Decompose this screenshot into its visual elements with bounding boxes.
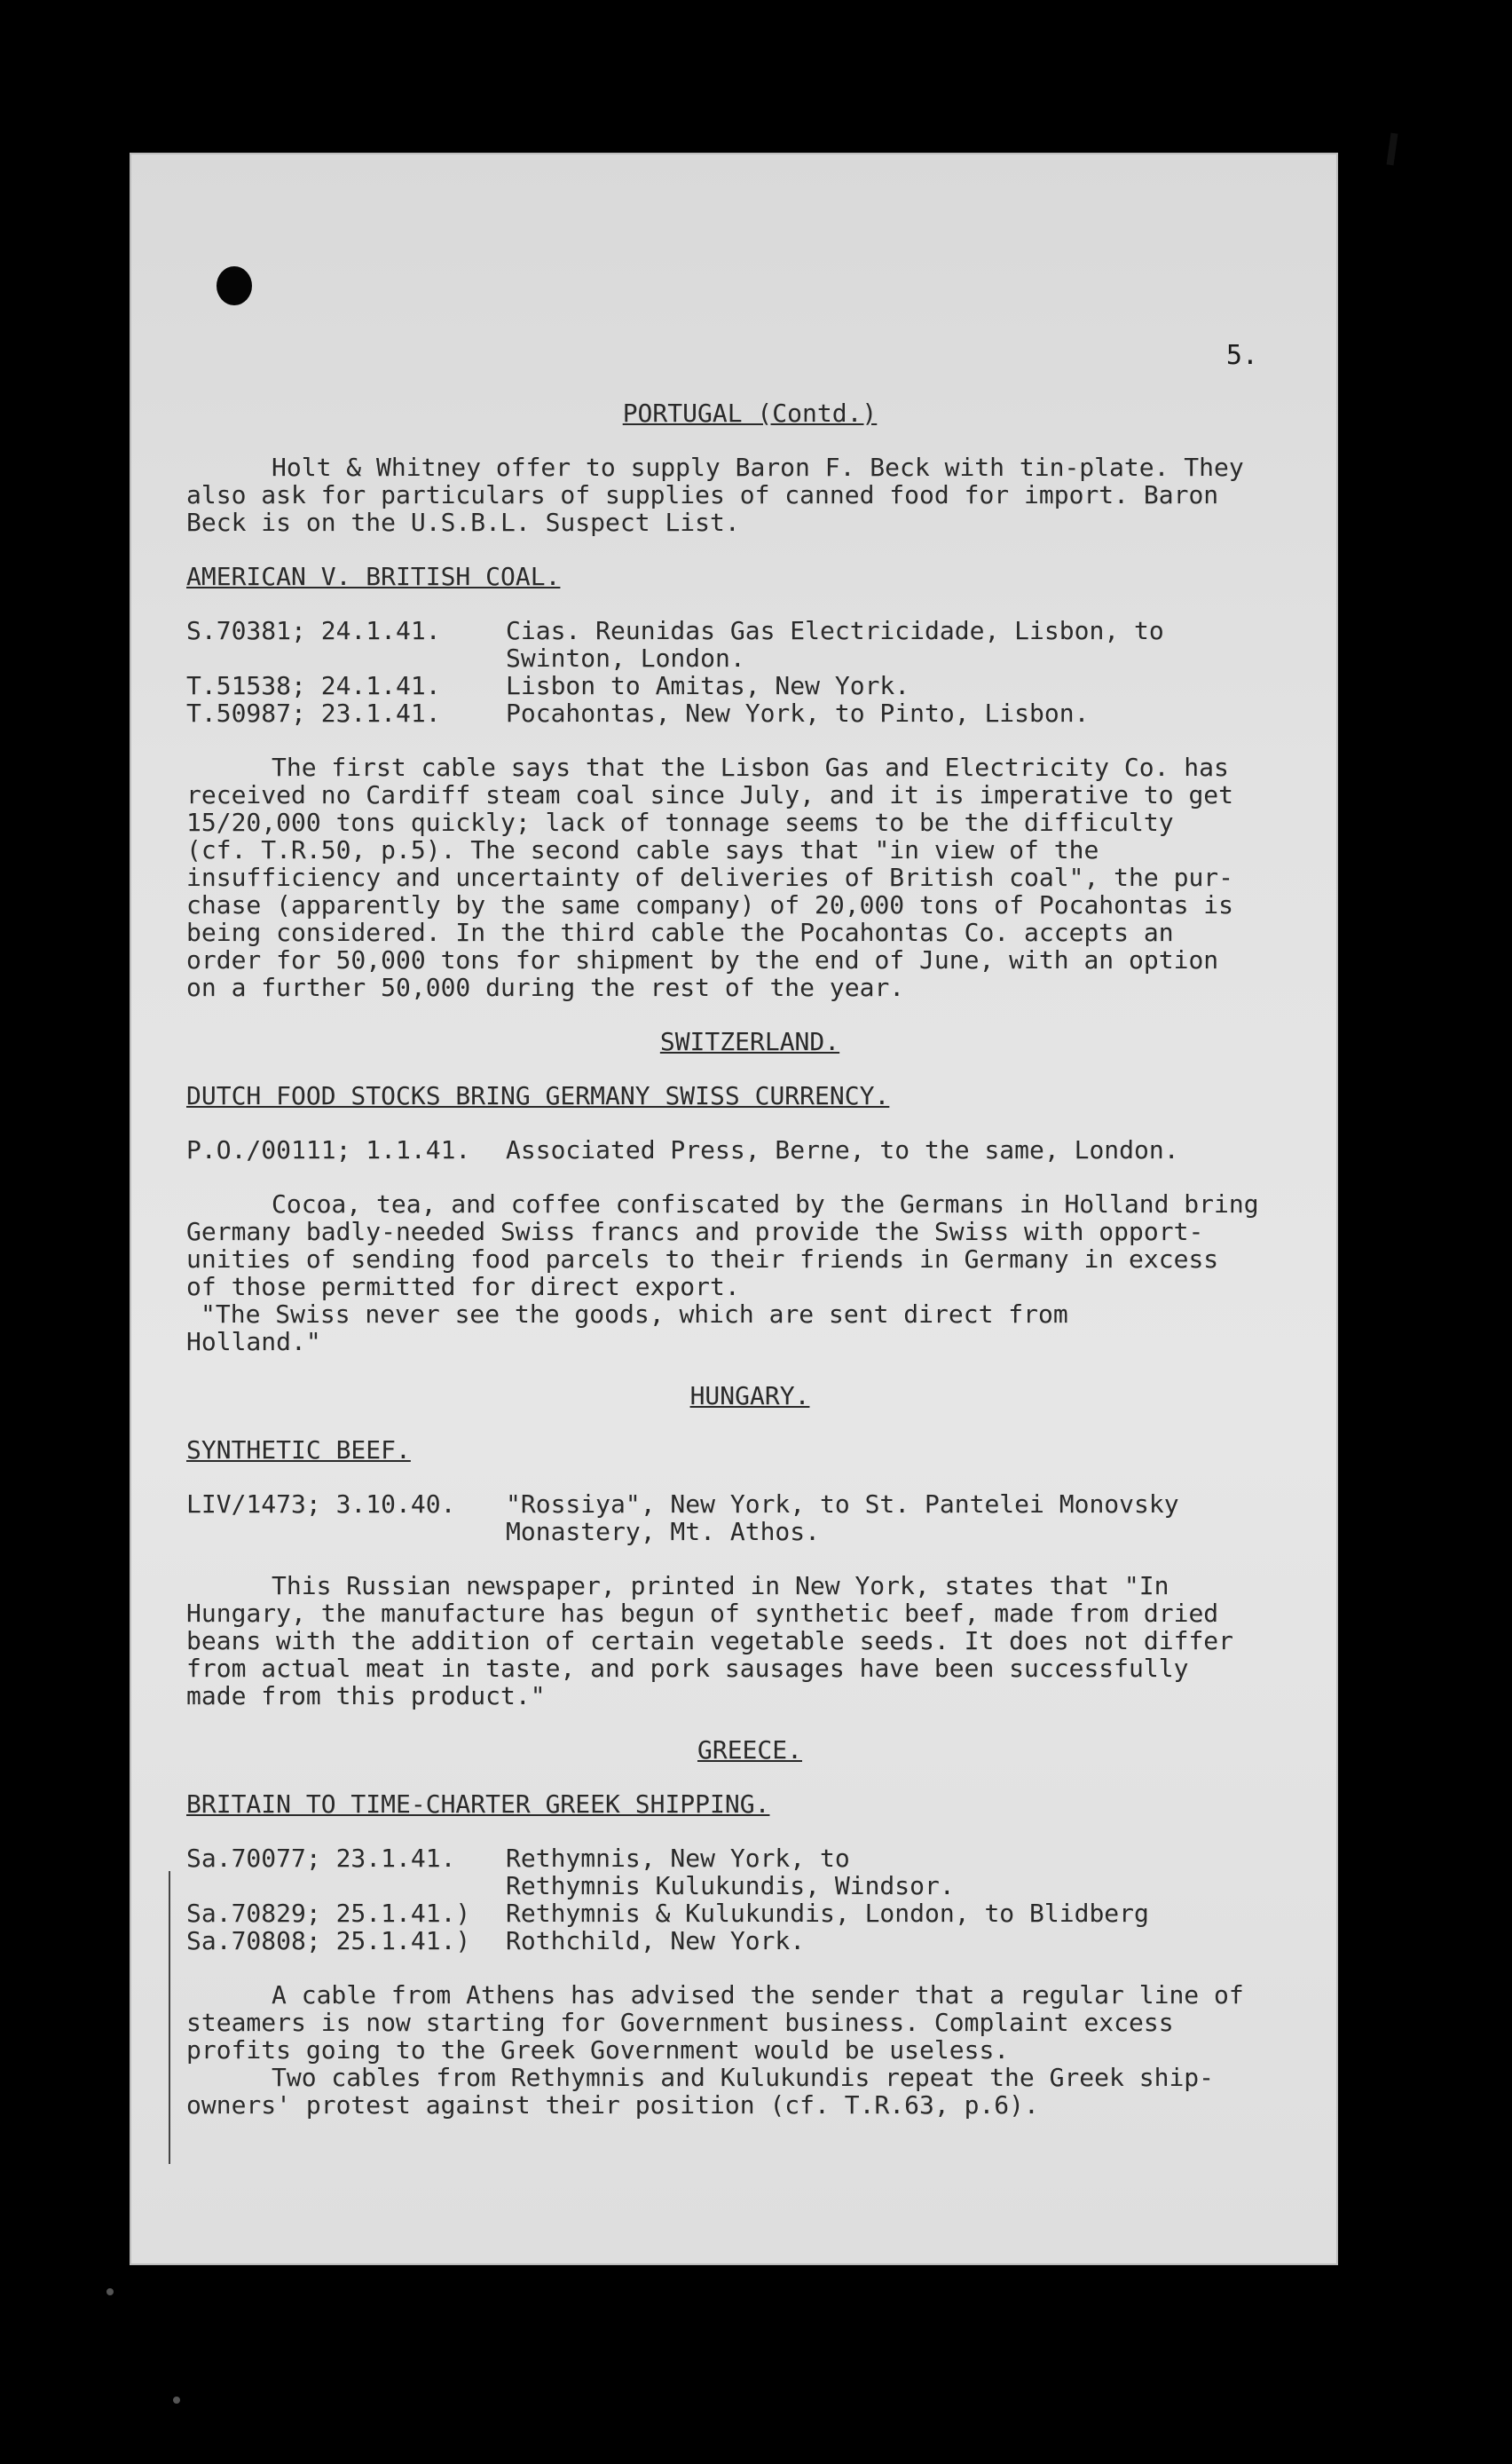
reference-code: Sa.70077; 23.1.41.	[186, 1844, 456, 1873]
reference-row	[186, 1490, 1313, 1545]
coal-references	[186, 617, 1313, 727]
hungary-paragraph: This Russian newspaper, printed in New York, states that "In Hungary, the manufacture has begun of synthetic beef, made from dried beans with the addition of certain vegetable seeds. It does not differ from actual meat in taste, and pork sausages have been successfully made from this product."	[186, 1571, 1234, 1710]
reference-code: Sa.70808; 25.1.41.)	[186, 1926, 471, 1955]
coal-paragraph: The first cable says that the Lisbon Gas and Electricity Co. has received no Cardiff steam coal since July, and it is imperative to get 15/20,000 tons quickly; lack of tonnage seems to be the difficulty (cf. T.R.50, p.5). The second cable says that "in view of the insufficiency and uncertainty of deliveries of British coal", the pur- chase (apparently by the same company) of 20,000 tons of Pocahontas is being considered. In the third cable the Pocahontas Co. accepts an order for 50,000 tons for shipment by the end of June, with an option on a further 50,000 during the rest of the year.	[186, 753, 1234, 1002]
hungary-references	[186, 1490, 1313, 1545]
reference-row	[186, 1844, 1313, 1899]
section-heading-dutch-food: DUTCH FOOD STOCKS BRING GERMANY SWISS CURRENCY.	[186, 1081, 890, 1110]
reference-code: Sa.70829; 25.1.41.)	[186, 1899, 471, 1928]
section-title-greece: GREECE.	[697, 1735, 802, 1765]
reference-row	[186, 1899, 1313, 1927]
reference-row	[186, 1927, 1313, 1955]
switzerland-paragraph: Cocoa, tea, and coffee confiscated by the Germans in Holland bring Germany badly-needed Swiss francs and provide the Swiss with opport- unities of sending food parcels to their friends in Germany in excess of those permitted for direct export.	[186, 1189, 1259, 1301]
section-heading-greek-shipping: BRITAIN TO TIME-CHARTER GREEK SHIPPING.	[186, 1789, 770, 1819]
reference-row	[186, 617, 1313, 672]
reference-code: LIV/1473; 3.10.40.	[186, 1489, 456, 1519]
reference-description: Cias. Reunidas Gas Electricidade, Lisbon, to Swinton, London.	[506, 616, 1164, 673]
page-title: PORTUGAL (Contd.)	[622, 399, 878, 428]
film-speck	[106, 2288, 114, 2295]
reference-code: P.O./00111; 1.1.41.	[186, 1135, 471, 1165]
reference-description: Rethymnis & Kulukundis, London, to Blidberg	[506, 1899, 1149, 1928]
switzerland-references	[186, 1136, 1313, 1164]
film-speck	[173, 2397, 180, 2404]
reference-row	[186, 1136, 1313, 1164]
section-heading-coal: AMERICAN V. BRITISH COAL.	[186, 562, 561, 591]
reference-row	[186, 699, 1313, 727]
greece-paragraph: A cable from Athens has advised the sender that a regular line of steamers is now starting for Government business. Complaint excess profits going to the Greek Government would be useless.	[186, 1980, 1244, 2065]
document-content	[186, 328, 1313, 2119]
reference-description: Lisbon to Amitas, New York.	[506, 671, 910, 700]
reference-code: S.70381; 24.1.41.	[186, 616, 441, 645]
punch-hole	[217, 266, 252, 305]
film-mark	[1387, 133, 1398, 166]
reference-row	[186, 672, 1313, 699]
reference-code: T.51538; 24.1.41.	[186, 671, 441, 700]
greece-references	[186, 1844, 1313, 1955]
reference-description: Pocahontas, New York, to Pinto, Lisbon.	[506, 699, 1090, 728]
reference-description: Rethymnis, New York, to Rethymnis Kulukundis, Windsor.	[506, 1844, 955, 1900]
section-title-hungary: HUNGARY.	[689, 1381, 810, 1410]
reference-description: Rothchild, New York.	[506, 1926, 806, 1955]
intro-paragraph: Holt & Whitney offer to supply Baron F. Beck with tin-plate. They also ask for particulars of supplies of canned food for import. Baron Beck is on the U.S.B.L. Suspect List.	[186, 453, 1244, 537]
reference-description: Associated Press, Berne, to the same, London.	[506, 1135, 1179, 1165]
section-title-switzerland: SWITZERLAND.	[659, 1027, 840, 1056]
reference-description: "Rossiya", New York, to St. Pantelei Monovsky Monastery, Mt. Athos.	[506, 1489, 1179, 1546]
margin-line	[169, 1871, 170, 2164]
greece-annotated-block	[186, 1844, 1313, 2119]
greece-paragraph-2: Two cables from Rethymnis and Kulukundis repeat the Greek ship- owners' protest against their position (cf. T.R.63, p.6).	[186, 2063, 1215, 2120]
reference-code: T.50987; 23.1.41.	[186, 699, 441, 728]
switzerland-quote: "The Swiss never see the goods, which are sent direct from Holland."	[186, 1299, 1068, 1356]
page-number: 5.	[1225, 340, 1258, 371]
section-heading-synthetic-beef: SYNTHETIC BEEF.	[186, 1435, 411, 1465]
